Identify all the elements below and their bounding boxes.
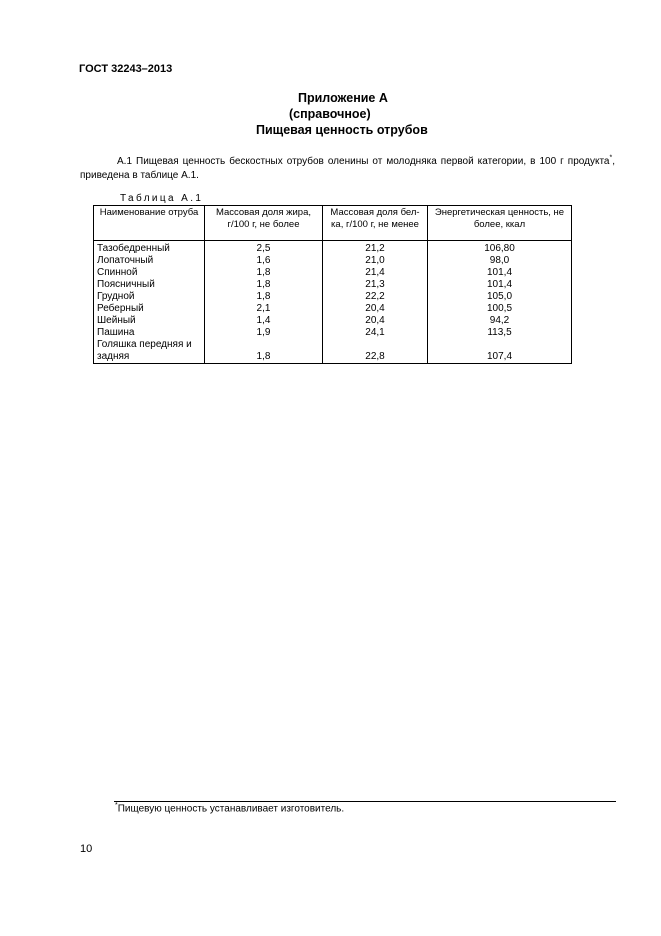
fat-value: 1,8 (205, 339, 323, 364)
column-header: Наименование отруба (94, 206, 205, 241)
table-row (94, 279, 572, 291)
cut-name: Пашина (94, 327, 205, 339)
paragraph-text-before: А.1 Пищевая ценность бескостных отрубов оленины от молодняка первой категории, в 100 г продукта (117, 156, 610, 167)
protein-value: 24,1 (323, 327, 428, 339)
energy-value: 106,80 (428, 241, 572, 256)
energy-value: 105,0 (428, 291, 572, 303)
energy-value: 100,5 (428, 303, 572, 315)
cut-name: Тазобедренный (94, 241, 205, 256)
table-caption: Таблица А.1 (120, 193, 204, 204)
protein-value: 20,4 (323, 303, 428, 315)
table-row (94, 267, 572, 279)
table-row (94, 303, 572, 315)
fat-value: 1,6 (205, 255, 323, 267)
table-row (94, 291, 572, 303)
energy-value: 98,0 (428, 255, 572, 267)
energy-value: 94,2 (428, 315, 572, 327)
energy-value: 113,5 (428, 327, 572, 339)
intro-paragraph (80, 155, 615, 183)
protein-value: 21,0 (323, 255, 428, 267)
cut-name: Спинной (94, 267, 205, 279)
cut-name: Реберный (94, 303, 205, 315)
cut-name: Грудной (94, 291, 205, 303)
page-number: 10 (80, 843, 93, 855)
protein-value: 21,4 (323, 267, 428, 279)
table-header-row (94, 206, 572, 241)
protein-value: 22,8 (323, 339, 428, 364)
energy-value: 107,4 (428, 339, 572, 364)
fat-value: 1,4 (205, 315, 323, 327)
column-header: Массовая доля бел-ка, г/100 г, не менее (323, 206, 428, 241)
fat-value: 1,9 (205, 327, 323, 339)
document-code: ГОСТ 32243–2013 (79, 63, 173, 75)
column-header: Энергетическая ценность, не более, ккал (428, 206, 572, 241)
cut-name: Шейный (94, 315, 205, 327)
cut-name: Поясничный (94, 279, 205, 291)
protein-value: 22,2 (323, 291, 428, 303)
fat-value: 1,8 (205, 279, 323, 291)
fat-value: 1,8 (205, 291, 323, 303)
fat-value: 2,5 (205, 241, 323, 256)
protein-value: 21,2 (323, 241, 428, 256)
appendix-subtitle: (справочное) (289, 107, 371, 121)
cut-name: Лопаточный (94, 255, 205, 267)
energy-value: 101,4 (428, 267, 572, 279)
table-row (94, 339, 572, 364)
protein-value: 21,3 (323, 279, 428, 291)
footnote (115, 802, 344, 814)
column-header: Массовая доля жира, г/100 г, не более (205, 206, 323, 241)
appendix-title: Приложение А (298, 91, 388, 105)
energy-value: 101,4 (428, 279, 572, 291)
protein-value: 20,4 (323, 315, 428, 327)
cut-name: Голяшка передняя и задняя (94, 339, 205, 364)
fat-value: 1,8 (205, 267, 323, 279)
nutrition-table (93, 205, 572, 364)
footnote-text: Пищевую ценность устанавливает изготовитель. (117, 803, 345, 815)
fat-value: 2,1 (205, 303, 323, 315)
table-row (94, 241, 572, 256)
table-row (94, 255, 572, 267)
footnote-reference: * (609, 154, 613, 162)
footnote-marker: * (115, 802, 118, 809)
table-row (94, 327, 572, 339)
table-row (94, 315, 572, 327)
paragraph-text-after: , приведена в таблице А.1. (80, 156, 615, 181)
appendix-heading: Пищевая ценность отрубов (256, 123, 428, 137)
